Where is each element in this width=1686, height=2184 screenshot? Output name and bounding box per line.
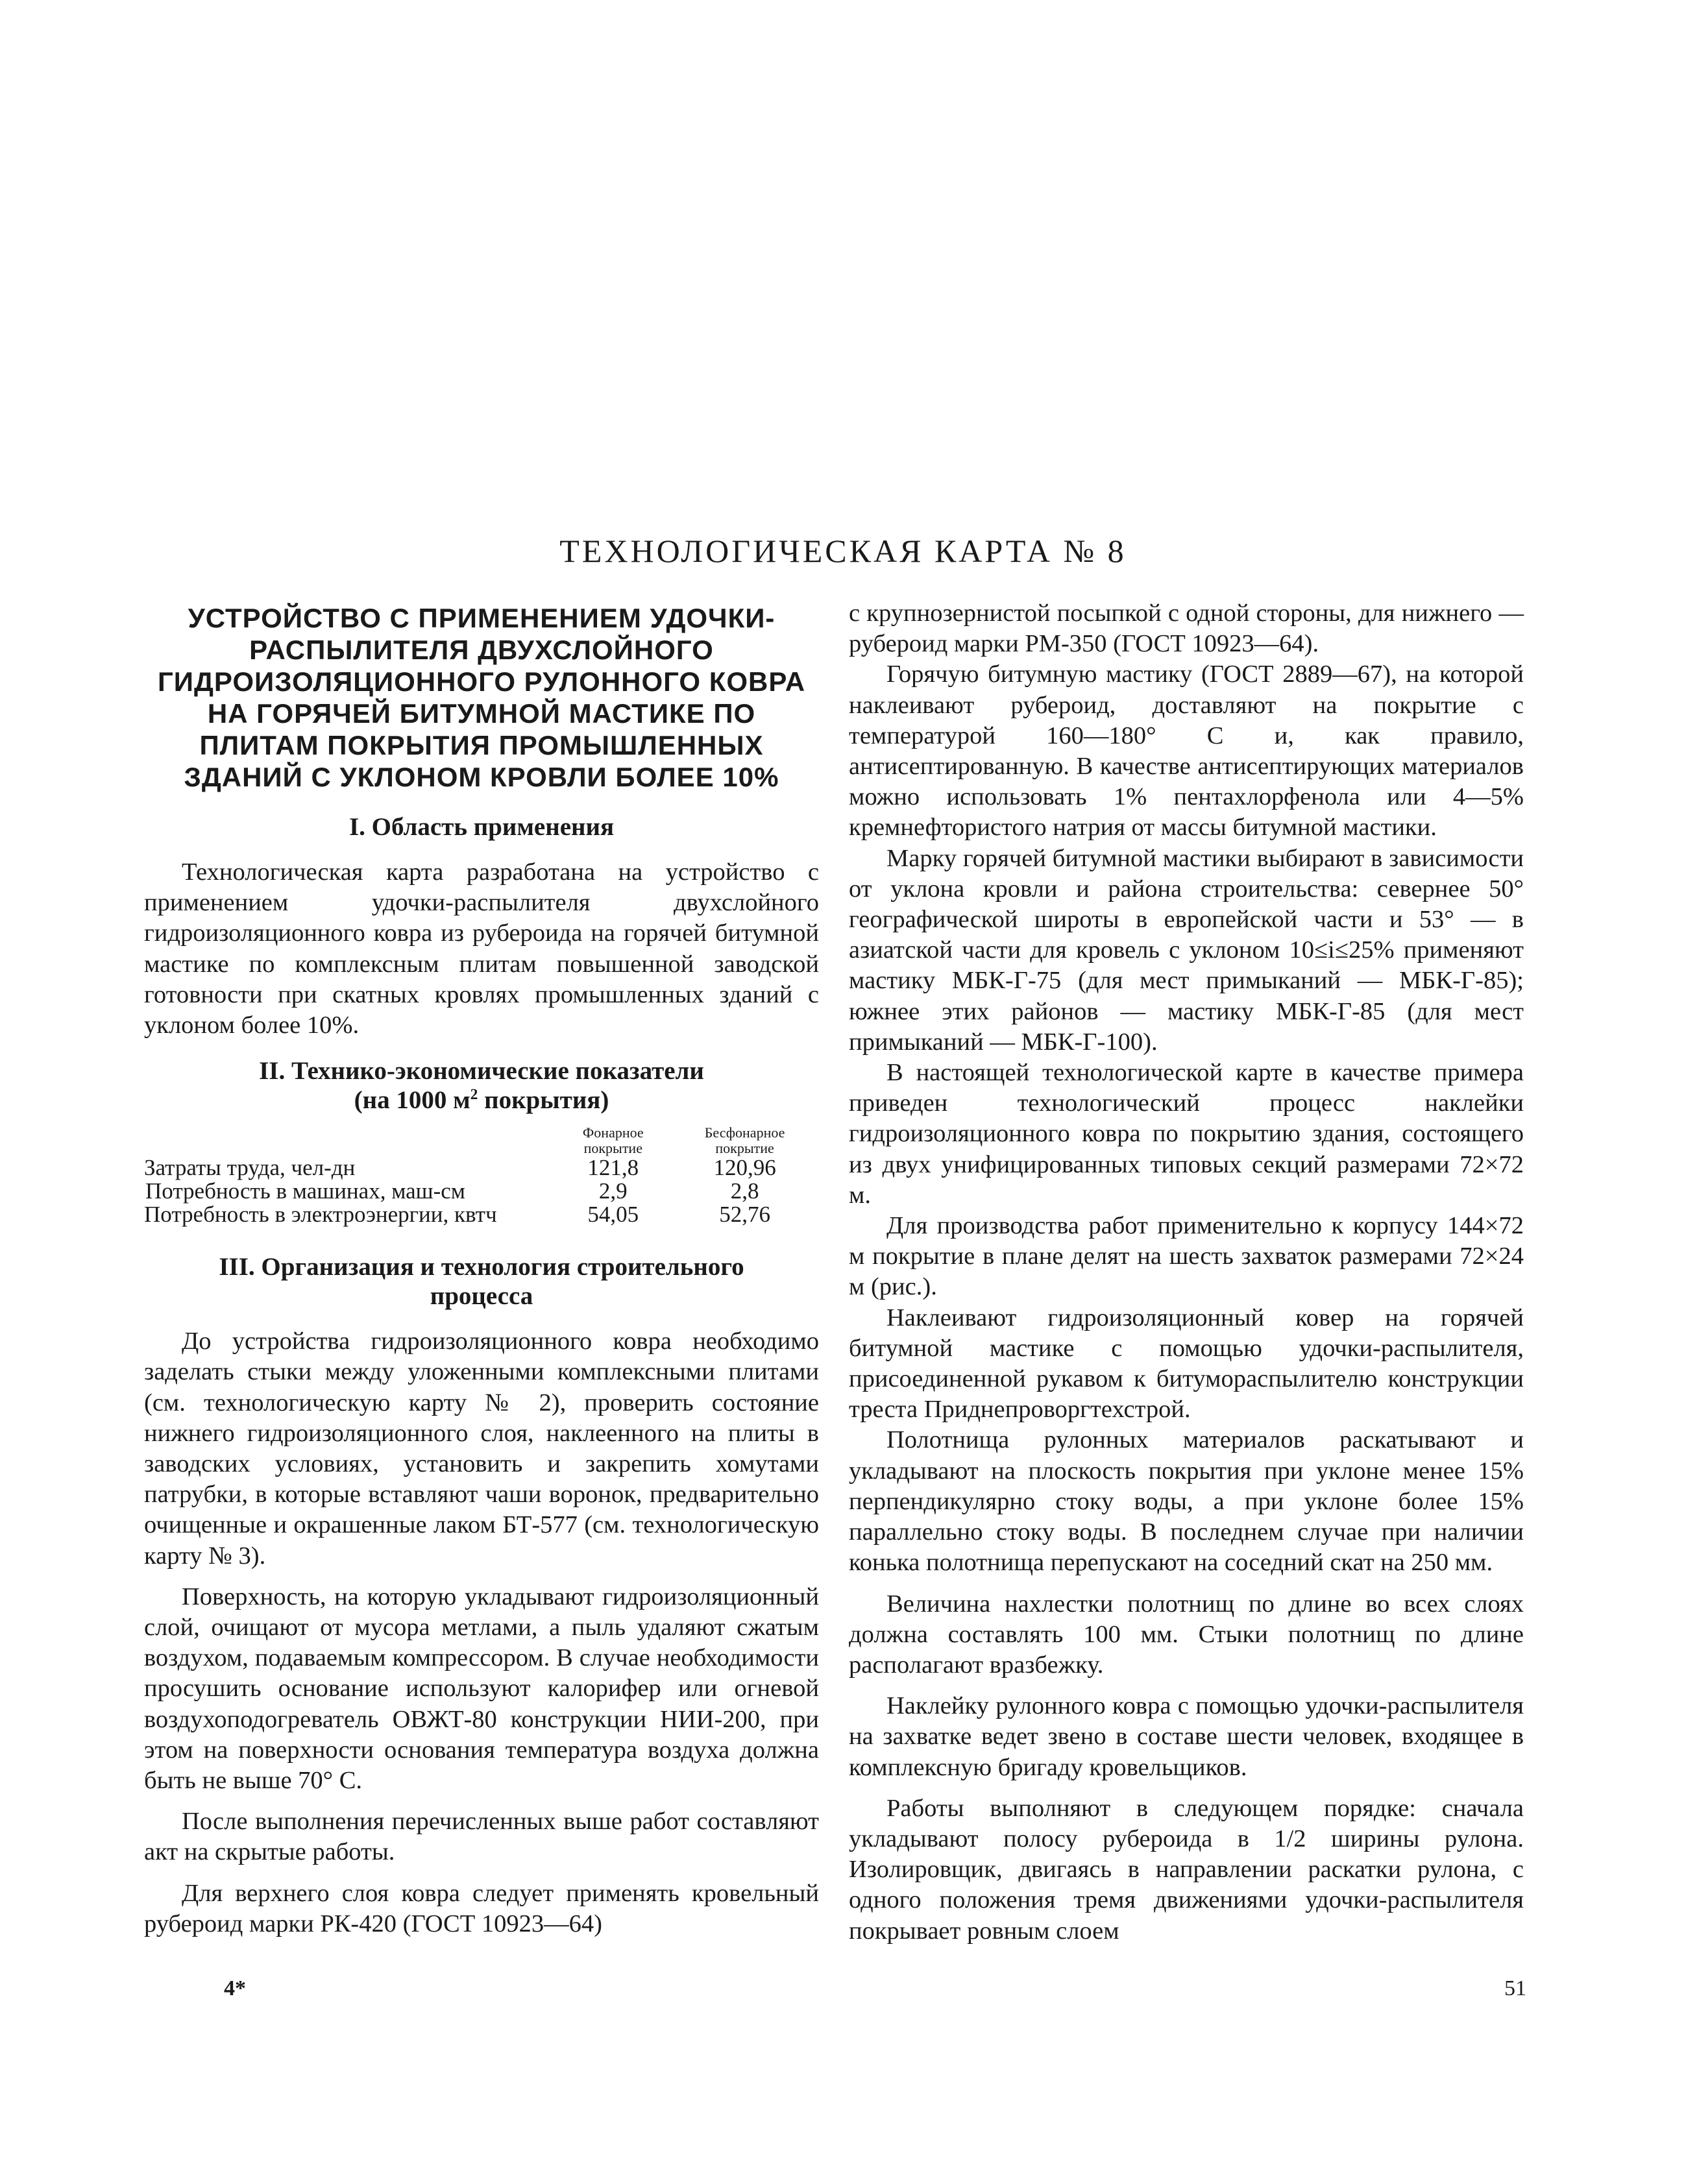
indicators-table xyxy=(144,1125,819,1226)
table-header-row xyxy=(144,1125,819,1156)
right-paragraph: В настоящей технологической карте в качестве примера приведен технологический процесс наклейки гидроизоляционного ковра по покрытию здания, состоящего из двух унифицированных типовых секций размерами 72×72 м. xyxy=(849,1059,1524,1209)
left-column xyxy=(144,602,819,1939)
section-2-heading-line1: II. Технико-экономические показатели xyxy=(259,1057,704,1086)
section-3-heading-line1: III. Организация и технология строительного xyxy=(219,1253,744,1281)
col1-h1: Фонарное xyxy=(582,1124,644,1141)
section-3-paragraph: Поверхность, на которую укладывают гидроизоляционный слой, очищают от мусора метлами, а пыль удаляют сжатым воздухом, подаваемым компрессором. В случае необходимости просушить основание используют калорифер или огневой воздухоподогреватель ОВЖТ-80 конструкции НИИ-200, при этом на поверхности основания температура воздуха должна быть не выше 70° С. xyxy=(144,1583,819,1795)
section-3-paragraph: После выполнения перечисленных выше работ составляют акт на скрытые работы. xyxy=(144,1808,819,1866)
right-paragraph: Марку горячей битумной мастики выбирают в зависимости от уклона кровли и района строительства: севернее 50° географической широты в европейской части и 53° — в азиатской части для кровель с уклоном 10≤i≤25% применяют мастику МБК-Г-75 (для мест примыканий — МБК-Г-85); южнее этих районов — мастику МБК-Г-85 (для мест примыканий — МБК-Г-100). xyxy=(849,844,1524,1056)
section-2-heading-line2 xyxy=(144,1086,819,1115)
page-number: 51 xyxy=(1504,1976,1526,2000)
row-label: Потребность в электроэнергии, квтч xyxy=(144,1202,497,1228)
right-paragraph: Наклейку рулонного ковра с помощью удочки-распылителя на захватке ведет звено в составе шести человек, входящее в комплексную бригаду кровельщиков. xyxy=(849,1692,1524,1781)
right-paragraph: с крупнозернистой посыпкой с одной стороны, для нижнего — рубероид марки РМ-350 (ГОСТ 10923—64). xyxy=(849,600,1524,658)
section-3-heading-line2: процесса xyxy=(430,1282,533,1311)
right-paragraph: Для производства работ применительно к корпусу 144×72 м покрытие в плане делят на шесть захваток размерами 72×24 м (рис.). xyxy=(849,1212,1524,1301)
col1-h2: покрытие xyxy=(583,1140,642,1157)
row-value: 2,9 xyxy=(598,1178,628,1204)
section-1-heading: I. Область применения xyxy=(348,813,615,841)
row-value: 52,76 xyxy=(719,1202,770,1228)
right-column xyxy=(849,598,1524,1947)
right-paragraph: Работы выполняют в следующем порядке: сначала укладывают полосу рубероида в 1/2 ширины рулона. Изолировщик, двигаясь в направлении раскатки рулона, с одного положения тремя движениями удочки-распылителя покрывает ровным слоем xyxy=(849,1794,1524,1945)
signature-mark: 4* xyxy=(224,1976,246,2000)
col2-h1: Бесфонарное xyxy=(704,1124,785,1141)
row-label: Затраты труда, чел-дн xyxy=(144,1155,356,1181)
row-value: 120,96 xyxy=(713,1155,776,1181)
right-paragraph: Полотнища рулонных материалов раскатывают и укладывают на плоскость покрытия при уклоне менее 15% перпендикулярно стоку воды, а при уклоне более 15% параллельно стоку воды. В последнем случае при наличии конька полотнища перепускают на соседний скат на 250 мм. xyxy=(849,1426,1524,1577)
col-header-lantern xyxy=(556,1125,670,1156)
row-value: 121,8 xyxy=(587,1155,639,1181)
col-header-no-lantern xyxy=(670,1125,819,1156)
row-label: Потребность в машинах, маш-см xyxy=(145,1178,465,1204)
right-paragraph: Наклеивают гидроизоляционный ковер на горячей битумной мастике с помощью удочки-распылителя, присоединенной рукавом к битумораспылителю конструкции треста Приднепроворгтехстрой. xyxy=(849,1304,1524,1424)
row-value: 54,05 xyxy=(587,1202,639,1228)
heading-line2-text: (на 1000 м xyxy=(354,1086,470,1115)
right-paragraph: Горячую битумную мастику (ГОСТ 2889—67), на которой наклеивают рубероид, доставляют на покрытие с температурой 160—180° С и, как правило, антисептированную. В качестве антисептирующих материалов можно использовать 1% пентахлорфенола или 4—5% кремнефтористого натрия от массы битумной мастики. xyxy=(849,661,1524,842)
section-3-paragraph: До устройства гидроизоляционного ковра необходимо заделать стыки между уложенными комплексными плитами (см. технологическую карту № 2), проверить состояние нижнего гидроизоляционного слоя, наклеенного на плиты в заводских условиях, установить и закрепить хомутами патрубки, в которые вставляют чаши воронок, предварительно очищенные и окрашенные лаком БТ-577 (см. технологическую карту № 3). xyxy=(144,1328,819,1570)
table-row xyxy=(144,1180,819,1203)
row-value: 2,8 xyxy=(730,1178,759,1204)
section-3-paragraph: Для верхнего слоя ковра следует применять кровельный рубероид марки РК-420 (ГОСТ 10923—64) xyxy=(144,1879,819,1937)
table-row xyxy=(144,1156,819,1180)
col2-h2: покрытие xyxy=(715,1140,774,1157)
section-1-text: Технологическая карта разработана на устройство с применением удочки-распылителя двухслойного гидроизоляционного ковра из рубероида на горячей битумной мастике по комплексным плитам повышенной заводской готовности при скатных кровлях промышленных зданий с уклоном более 10%. xyxy=(144,858,819,1039)
right-paragraph: Величина нахлестки полотнищ по длине во всех слоях должна составлять 100 мм. Стыки полотнищ по длине располагают вразбежку. xyxy=(849,1590,1524,1679)
section-3-heading xyxy=(144,1252,819,1311)
heading-line2-sup: 2 xyxy=(470,1086,478,1104)
table-row xyxy=(144,1203,819,1226)
page-title: ТЕХНОЛОГИЧЕСКАЯ КАРТА № 8 xyxy=(559,533,1127,569)
heading-line2-post: покрытия) xyxy=(478,1086,609,1115)
map-title: УСТРОЙСТВО С ПРИМЕНЕНИЕМ УДОЧКИ-РАСПЫЛИТЕЛЯ ДВУХСЛОЙНОГО ГИДРОИЗОЛЯЦИОННОГО РУЛОННОГО КОВРА НА ГОРЯЧЕЙ БИТУМНОЙ МАСТИКЕ ПО ПЛИТАМ ПОКРЫТИЯ ПРОМЫШЛЕННЫХ ЗДАНИЙ С УКЛОНОМ КРОВЛИ БОЛЕЕ 10% xyxy=(157,603,806,792)
section-2-heading xyxy=(144,1056,819,1115)
